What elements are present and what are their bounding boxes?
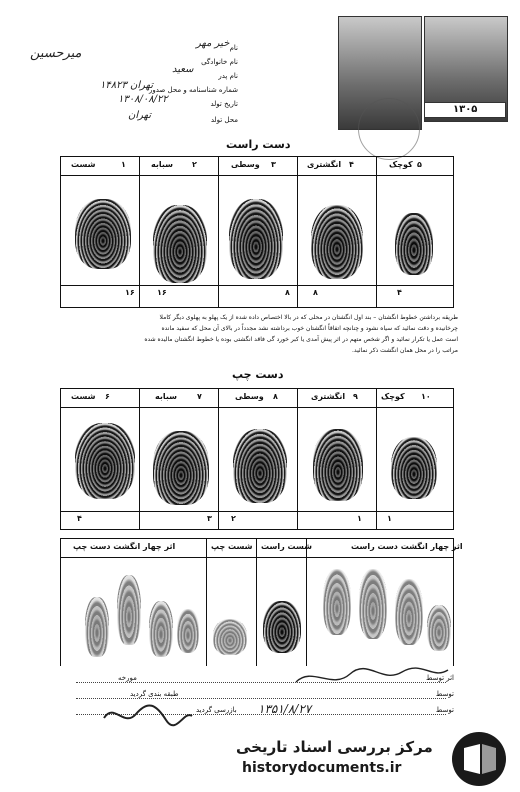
- col-name: کوچک: [389, 160, 413, 169]
- field-label: تاریخ تولد: [210, 100, 238, 108]
- fingerprint-right-four-3: [395, 579, 423, 645]
- footer-label: مورخه: [118, 674, 137, 682]
- signature-scribble: [100, 700, 196, 730]
- fingerprint-left-middle: [233, 429, 287, 503]
- fingerprint-right-four-1: [323, 569, 351, 635]
- right-thumb-label: شست راست: [261, 542, 312, 551]
- photo-plate: [424, 102, 506, 118]
- col-name: کوچک: [381, 392, 405, 401]
- footer-label: بازرسی گردید: [196, 706, 237, 714]
- signature-scribble: [292, 662, 452, 692]
- col-name: سبابه: [155, 392, 177, 401]
- left-four-label: اثر چهار انگشت دست چپ: [73, 542, 176, 551]
- field-value: ۱۴۸۲۳ تهران: [100, 80, 154, 91]
- field-label: نام پدر: [218, 72, 238, 80]
- right-four-label: اثر چهار انگشت دست راست: [351, 542, 463, 551]
- fingerprint-right-ring: [311, 205, 363, 279]
- fingerprint-left-four-2: [117, 575, 141, 645]
- col-no: ۵: [417, 160, 422, 169]
- left-hand-grid: [60, 388, 454, 530]
- instruction-line: مراتب را در محل همان انگشت ذکر نمائید.: [352, 347, 458, 354]
- col-name: وسطی: [231, 160, 260, 169]
- watermark-site: historydocuments.ir: [242, 760, 402, 776]
- fingerprint-right-index: [153, 205, 207, 283]
- left-hand-title: دست چپ: [232, 368, 284, 381]
- instruction-line: چرخانیده و دقت نمائید که سیاه نشود و چنانچه اتفاقاً انگشتان خوب برداشته نشد مجدداً در بالای آن محل که سفید مانده: [161, 325, 458, 332]
- class-code: ۳: [207, 514, 212, 523]
- left-thumb-label: شست چپ: [211, 542, 253, 551]
- fingerprint-left-four-1: [85, 597, 109, 657]
- fingerprint-left-ring: [313, 429, 363, 501]
- col-no: ۳: [271, 160, 276, 169]
- archive-logo-icon: [450, 730, 508, 788]
- class-code: ۱: [387, 514, 392, 523]
- fingerprint-left-index: [153, 431, 209, 505]
- fingerprint-left-thumb: [75, 423, 135, 499]
- fingerprint-right-thumb: [75, 199, 131, 269]
- class-code: ۸: [285, 288, 290, 297]
- col-name: سبابه: [151, 160, 173, 169]
- field-label: نام خانوادگی: [201, 58, 238, 66]
- fingerprint-left-little: [391, 437, 437, 499]
- instruction-line: است عمل یا تکرار نمائید و اگر شخص متهم در اثر پیش آمدی یا کبر خورد گی فاقد انگشتی بوده یا خطوط انگشتان مالیده شده: [144, 336, 458, 343]
- class-code: ۴: [397, 288, 402, 297]
- field-value: سعید: [172, 64, 194, 75]
- footer-label: توسط: [435, 690, 454, 698]
- fingerprint-left-four-4: [177, 609, 199, 653]
- class-code: ۴: [77, 514, 82, 523]
- class-code: ۱: [357, 514, 362, 523]
- col-no: ۲: [192, 160, 197, 169]
- instruction-line: طریقه برداشتن خطوط انگشتان – بند اول انگشتان در محلی که در بالا اختصاص داده شده از یک پهلو به پهلوی دیگر کاملا: [159, 314, 458, 321]
- fingerprint-right-middle: [229, 199, 283, 279]
- field-value: ۱۳۰۸/۰۸/۲۲: [118, 94, 168, 105]
- col-name: شست: [71, 392, 96, 401]
- footer-label: توسط: [435, 706, 454, 714]
- field-label: شماره شناسنامه و محل صدور: [148, 86, 238, 94]
- combined-prints-grid: [60, 538, 463, 666]
- fingerprint-left-thumb-flat: [213, 619, 247, 655]
- col-no: ۱: [121, 160, 126, 169]
- fingerprint-right-little: [395, 213, 433, 275]
- footer-label: طبقه بندی گردید: [130, 690, 179, 698]
- right-hand-title: دست راست: [226, 138, 291, 151]
- fingerprint-right-four-2: [359, 569, 387, 639]
- col-no: ۷: [197, 392, 202, 401]
- col-name: انگشتری: [311, 392, 346, 401]
- fingerprint-right-thumb-flat: [263, 601, 301, 653]
- photo-caption: ۱۳۰۵: [453, 104, 478, 115]
- footer-date: ۱۳۵۱/۸/۲۷: [258, 702, 312, 716]
- col-name: انگشتری: [307, 160, 342, 169]
- col-no: ۸: [273, 392, 278, 401]
- col-no: ۹: [353, 392, 358, 401]
- instructions-block: [58, 312, 458, 356]
- field-label: محل تولد: [210, 116, 238, 124]
- stamp-seal: [358, 98, 420, 160]
- fingerprint-left-four-3: [149, 601, 173, 657]
- watermark-org: مرکز بررسی اسناد تاریخی: [236, 738, 433, 756]
- right-hand-grid: [60, 156, 454, 308]
- field-value: تهران: [128, 110, 152, 121]
- col-no: ۶: [105, 392, 110, 401]
- fingerprint-right-four-4: [427, 605, 451, 651]
- class-code: ۸: [313, 288, 318, 297]
- col-name: وسطی: [235, 392, 264, 401]
- col-name: شست: [71, 160, 96, 169]
- class-code: ۱۶: [125, 288, 135, 297]
- class-code: ۲: [231, 514, 236, 523]
- col-no: ۴: [349, 160, 354, 169]
- dotted-line: [76, 698, 446, 699]
- field-value: میرحسین: [30, 46, 82, 61]
- class-code: ۱۶: [157, 288, 167, 297]
- field-value: خیر مهر: [196, 38, 230, 49]
- field-label: نام: [229, 44, 238, 52]
- footer-label: اثر توسط: [425, 674, 454, 682]
- col-no: ۱۰: [421, 392, 431, 401]
